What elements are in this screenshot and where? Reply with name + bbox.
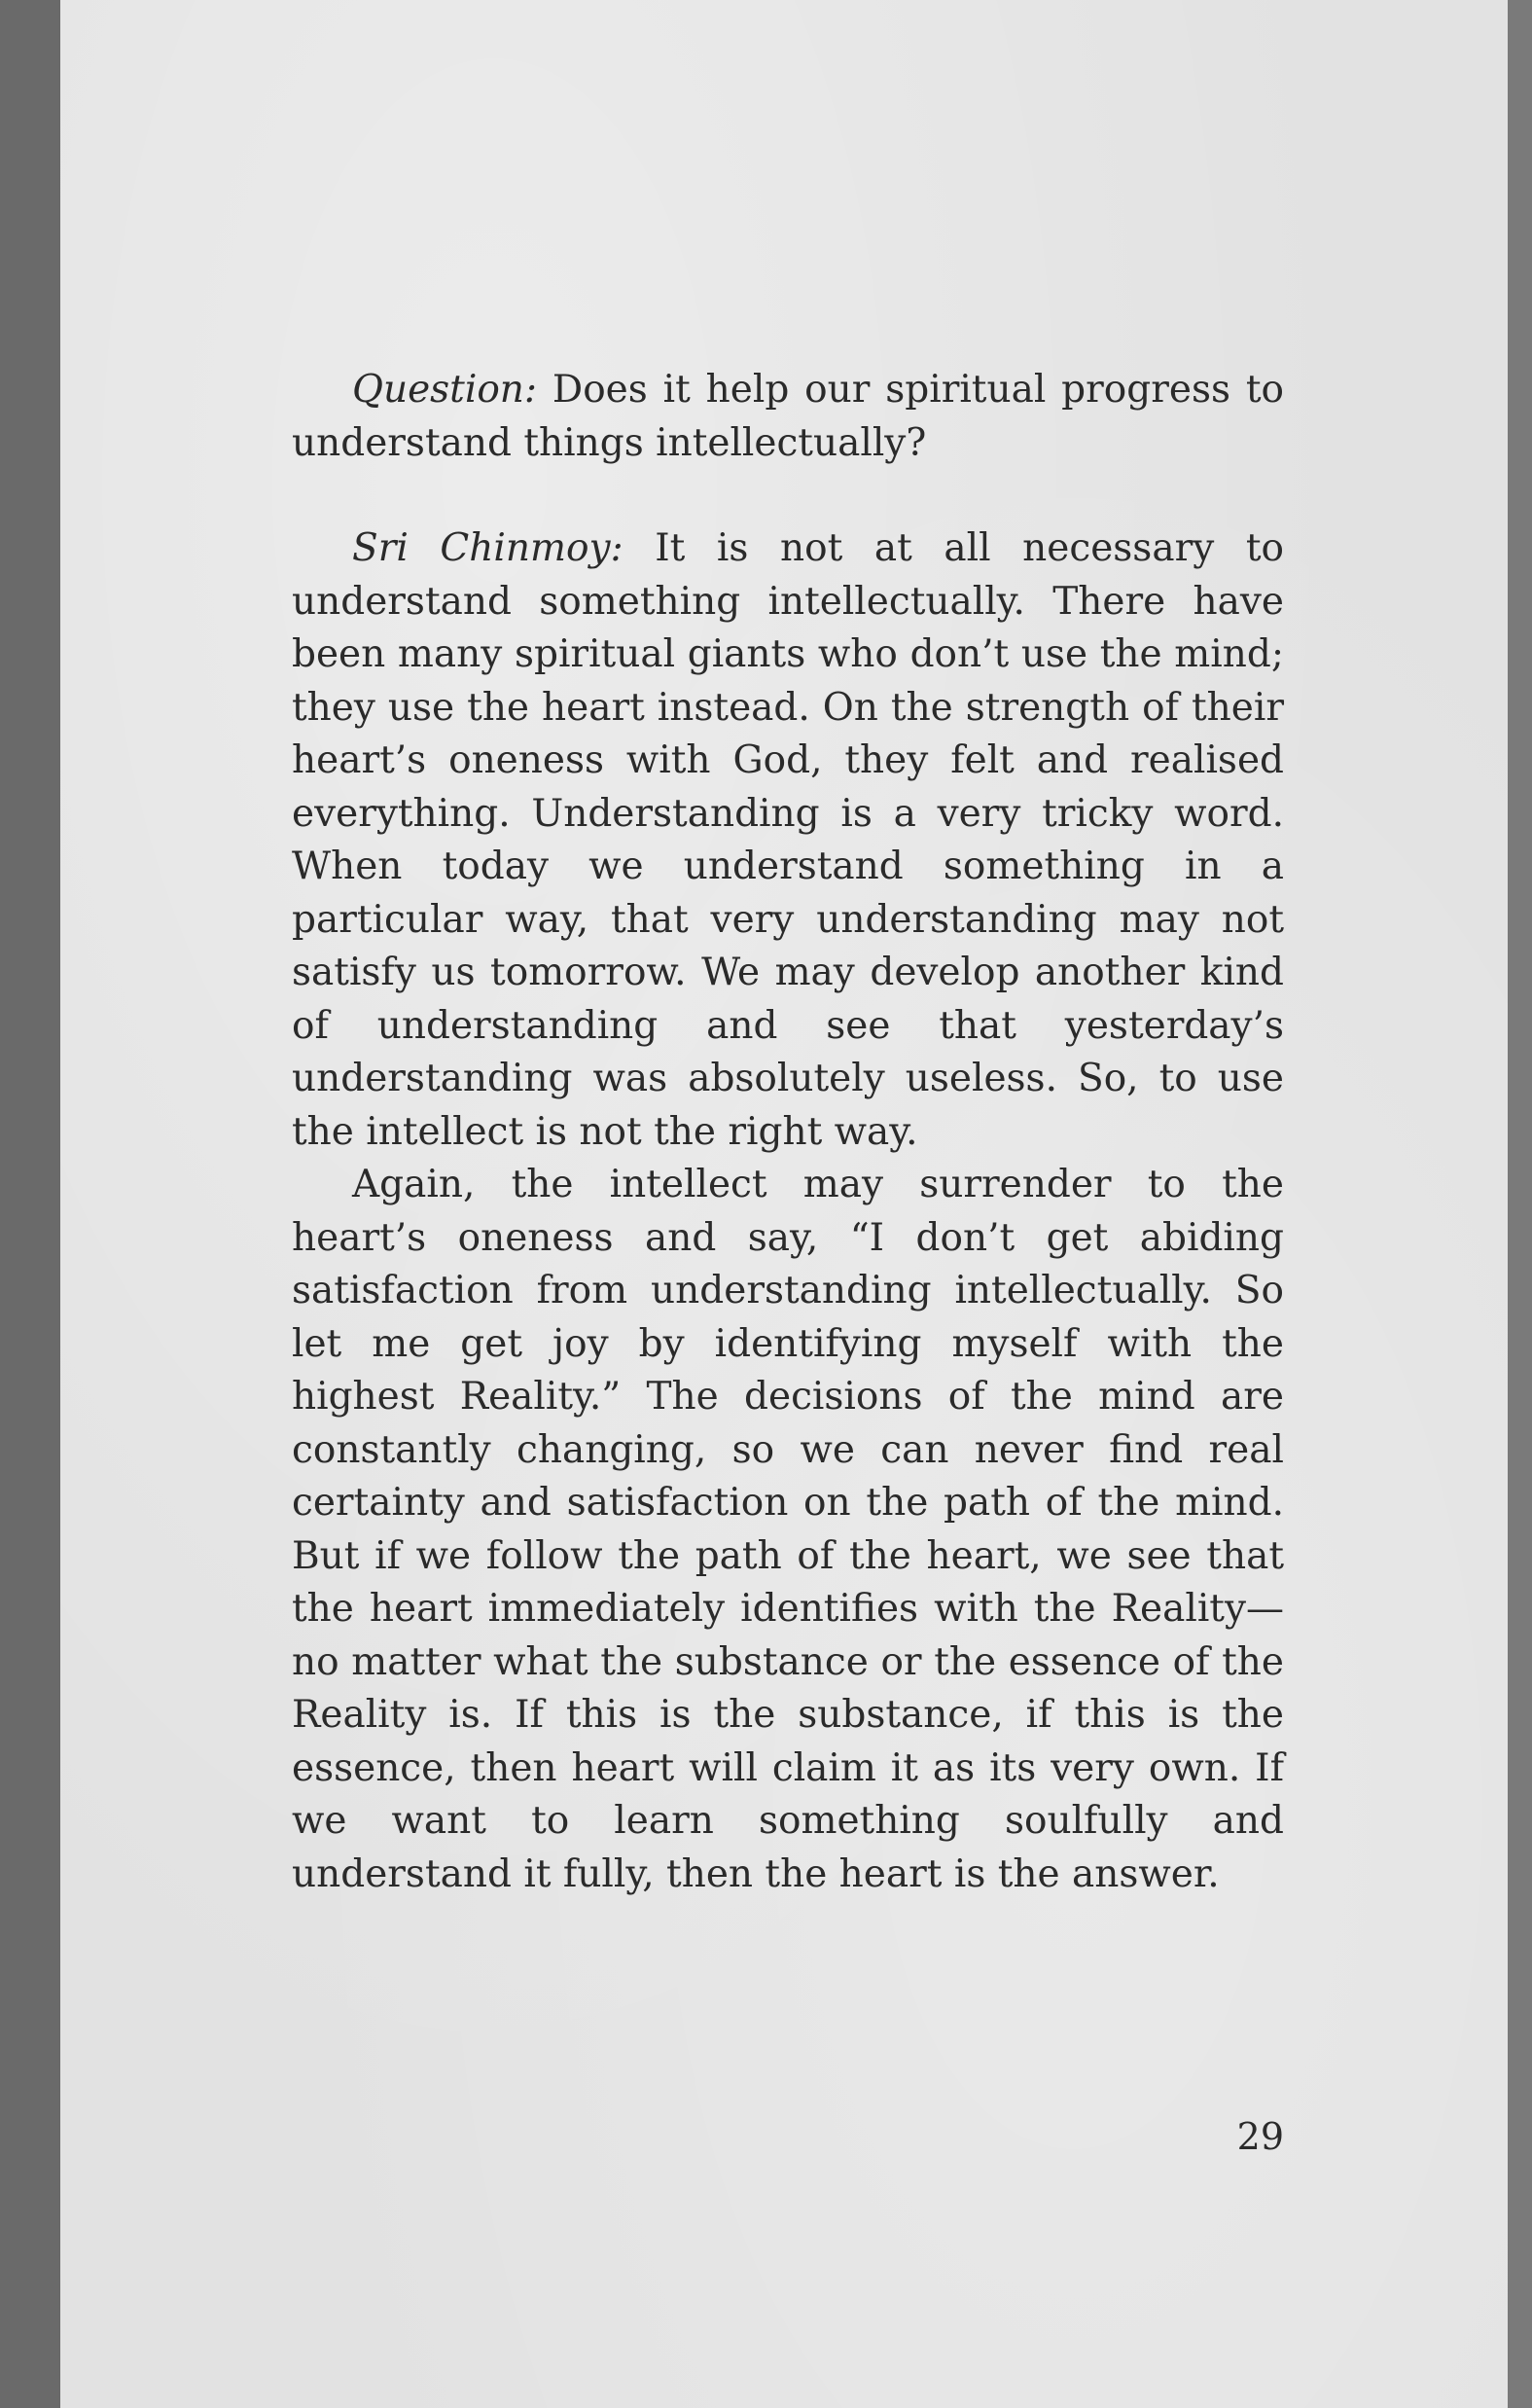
question-label: Question:	[352, 368, 538, 412]
answer-paragraph-2: Again, the intellect may surrender to the heart’s oneness and say, “I don’t get abiding satisfaction from understanding intellectually. So let me get joy by identifying myself with the highest Reality.” The decisions of the mind are constantly changing, so we can never find real certainty and satisfaction on the path of the mind. But if we follow the path of the heart, we see that the heart immediately identifies with the Reality—no matter what the substance or the essence of the Reality is. If this is the substance, if this is the essence, then heart will claim it as its very own. If we want to learn something soulfully and understand it fully, then the heart is the answer.	[292, 1163, 1284, 1896]
page-edge	[1508, 0, 1532, 2408]
answer-paragraph-1	[292, 522, 1284, 1159]
answer-label: Sri Chinmoy:	[352, 526, 623, 570]
question-paragraph	[292, 364, 1284, 470]
question-text: Does it help our spiritual progress to understand things intellectually?	[292, 368, 1284, 465]
paragraph-gap	[292, 470, 1284, 522]
page-number: 29	[1236, 2115, 1284, 2158]
page-text	[292, 364, 1284, 1901]
answer-text-1: It is not at all necessary to understand something intellectually. There have been many spiritual giants who don’t use the mind; they use the heart instead. On the strength of their heart’s oneness with God, they felt and realised everything. Understanding is a very tricky word. When today we understand something in a particular way, that very understanding may not satisfy us tomorrow. We may develop another kind of understanding and see that yesterday’s understanding was absolutely useless. So, to use the intellect is not the right way.	[292, 526, 1284, 1154]
